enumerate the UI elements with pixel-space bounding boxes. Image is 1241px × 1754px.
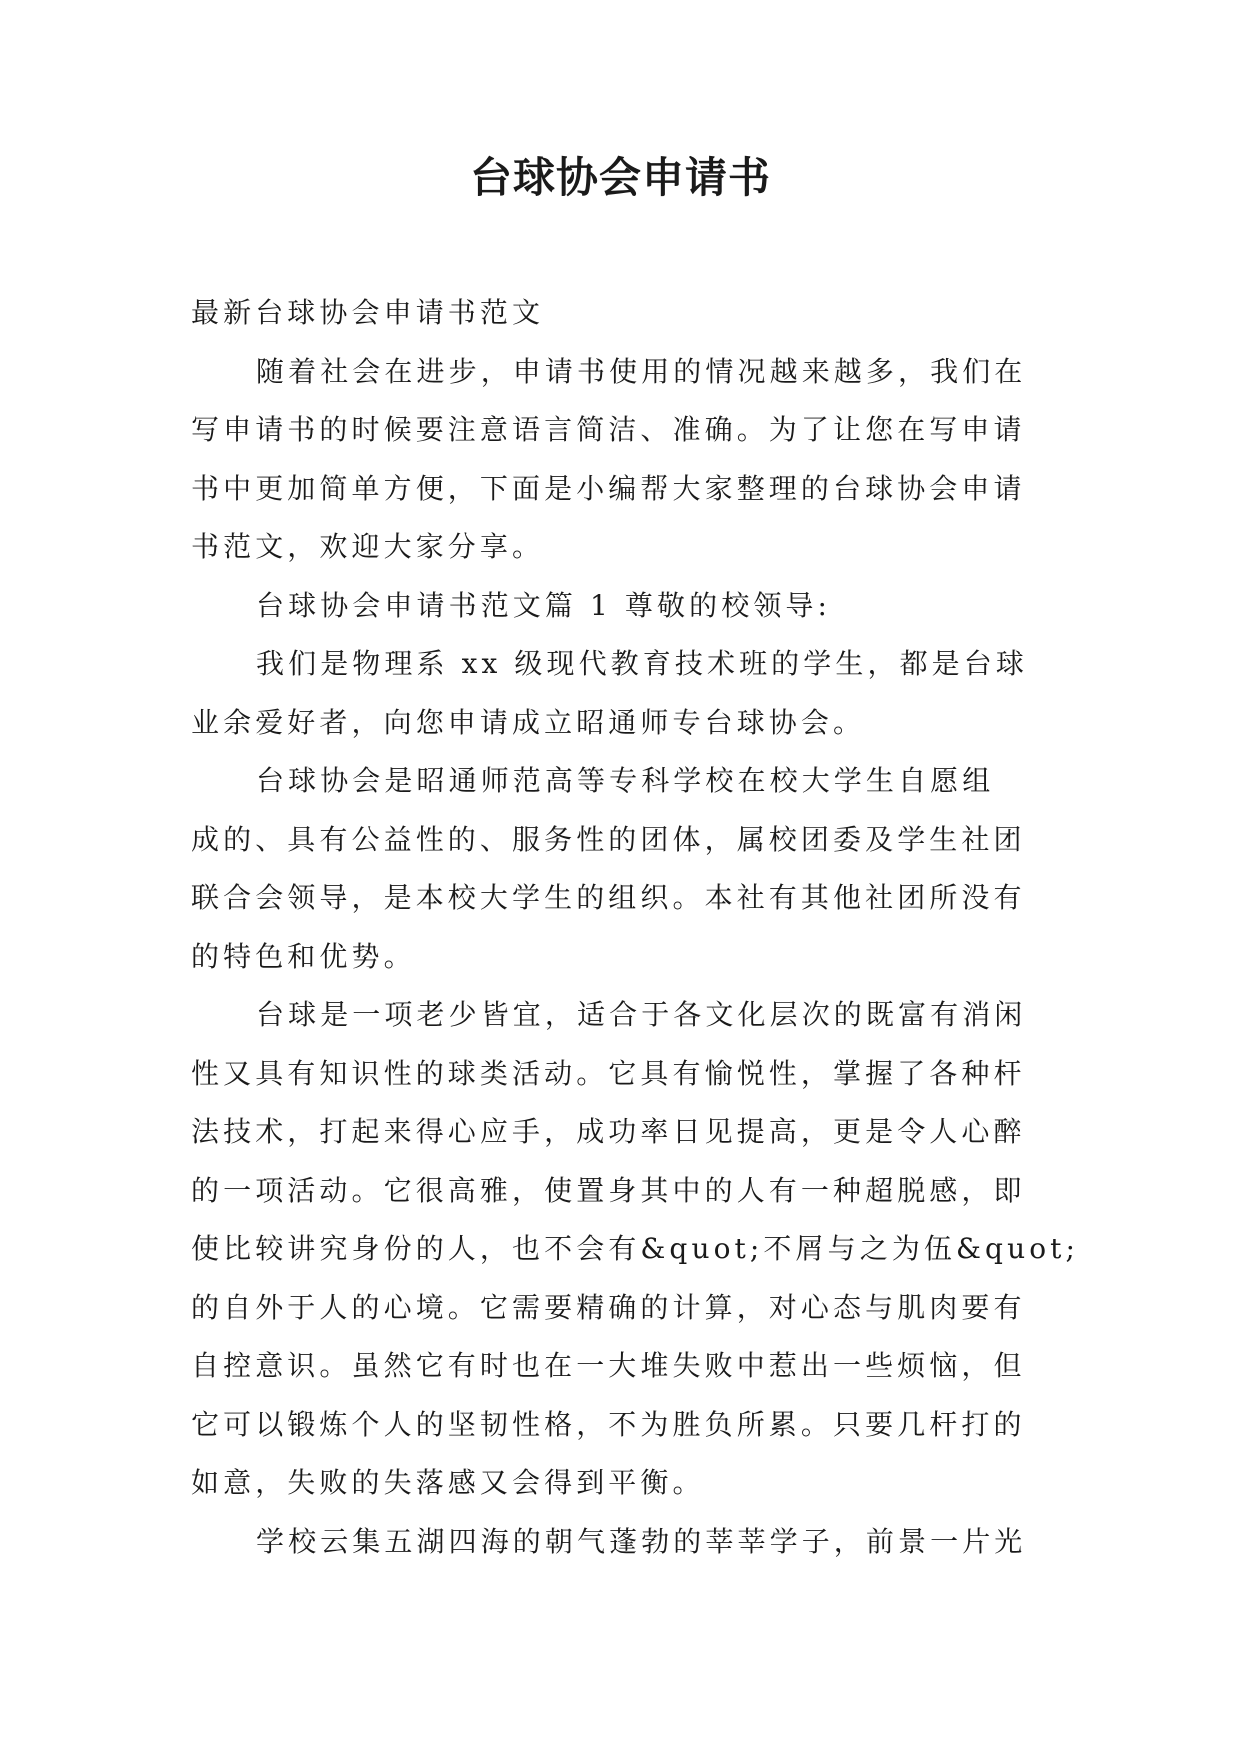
body-line: 台球是一项老少皆宜，适合于各文化层次的既富有消闲 bbox=[256, 998, 1027, 1031]
body-line: 联合会领导，是本校大学生的组织。本社有其他社团所没有 bbox=[191, 881, 1026, 914]
body-line: 成的、具有公益性的、服务性的团体，属校团委及学生社团 bbox=[191, 822, 1026, 856]
body-line: 书中更加简单方便，下面是小编帮大家整理的台球协会申请 bbox=[191, 471, 1026, 505]
body-line: 书范文，欢迎大家分享。 bbox=[191, 530, 545, 563]
body-line: 我们是物理系 xx 级现代教育技术班的学生，都是台球 bbox=[256, 647, 1028, 680]
body-line: 随着社会在进步，申请书使用的情况越来越多，我们在 bbox=[256, 354, 1027, 388]
body-line: 的一项活动。它很高雅，使置身其中的人有一种超脱感，即 bbox=[191, 1173, 1026, 1207]
body-line: 的特色和优势。 bbox=[191, 939, 416, 973]
body-line: 法技术，打起来得心应手，成功率日见提高，更是令人心醉 bbox=[191, 1115, 1026, 1148]
body-line: 性又具有知识性的球类活动。它具有愉悦性，掌握了各种杆 bbox=[191, 1056, 1026, 1090]
body-line: 自控意识。虽然它有时也在一大堆失败中惹出一些烦恼，但 bbox=[191, 1349, 1026, 1382]
document-body bbox=[191, 284, 1080, 1571]
document-title: 台球协会申请书 bbox=[469, 153, 771, 202]
body-line: 台球协会是昭通师范高等专科学校在校大学生自愿组 bbox=[256, 764, 995, 797]
body-line: 使比较讲究身份的人，也不会有&quot;不屑与之为伍&quot; bbox=[191, 1232, 1080, 1265]
body-line: 台球协会申请书范文篇 1 尊敬的校领导: bbox=[256, 588, 832, 622]
body-line: 学校云集五湖四海的朝气蓬勃的莘莘学子，前景一片光 bbox=[256, 1524, 1027, 1558]
body-line: 它可以锻炼个人的坚韧性格，不为胜负所累。只要几杆打的 bbox=[191, 1407, 1026, 1441]
body-line: 如意，失败的失落感又会得到平衡。 bbox=[191, 1466, 705, 1499]
body-line: 的自外于人的心境。它需要精确的计算，对心态与肌肉要有 bbox=[191, 1290, 1026, 1324]
body-line: 写申请书的时候要注意语言简洁、准确。为了让您在写申请 bbox=[191, 413, 1026, 446]
body-line: 最新台球协会申请书范文 bbox=[191, 296, 545, 329]
body-line: 业余爱好者，向您申请成立昭通师专台球协会。 bbox=[191, 705, 866, 739]
